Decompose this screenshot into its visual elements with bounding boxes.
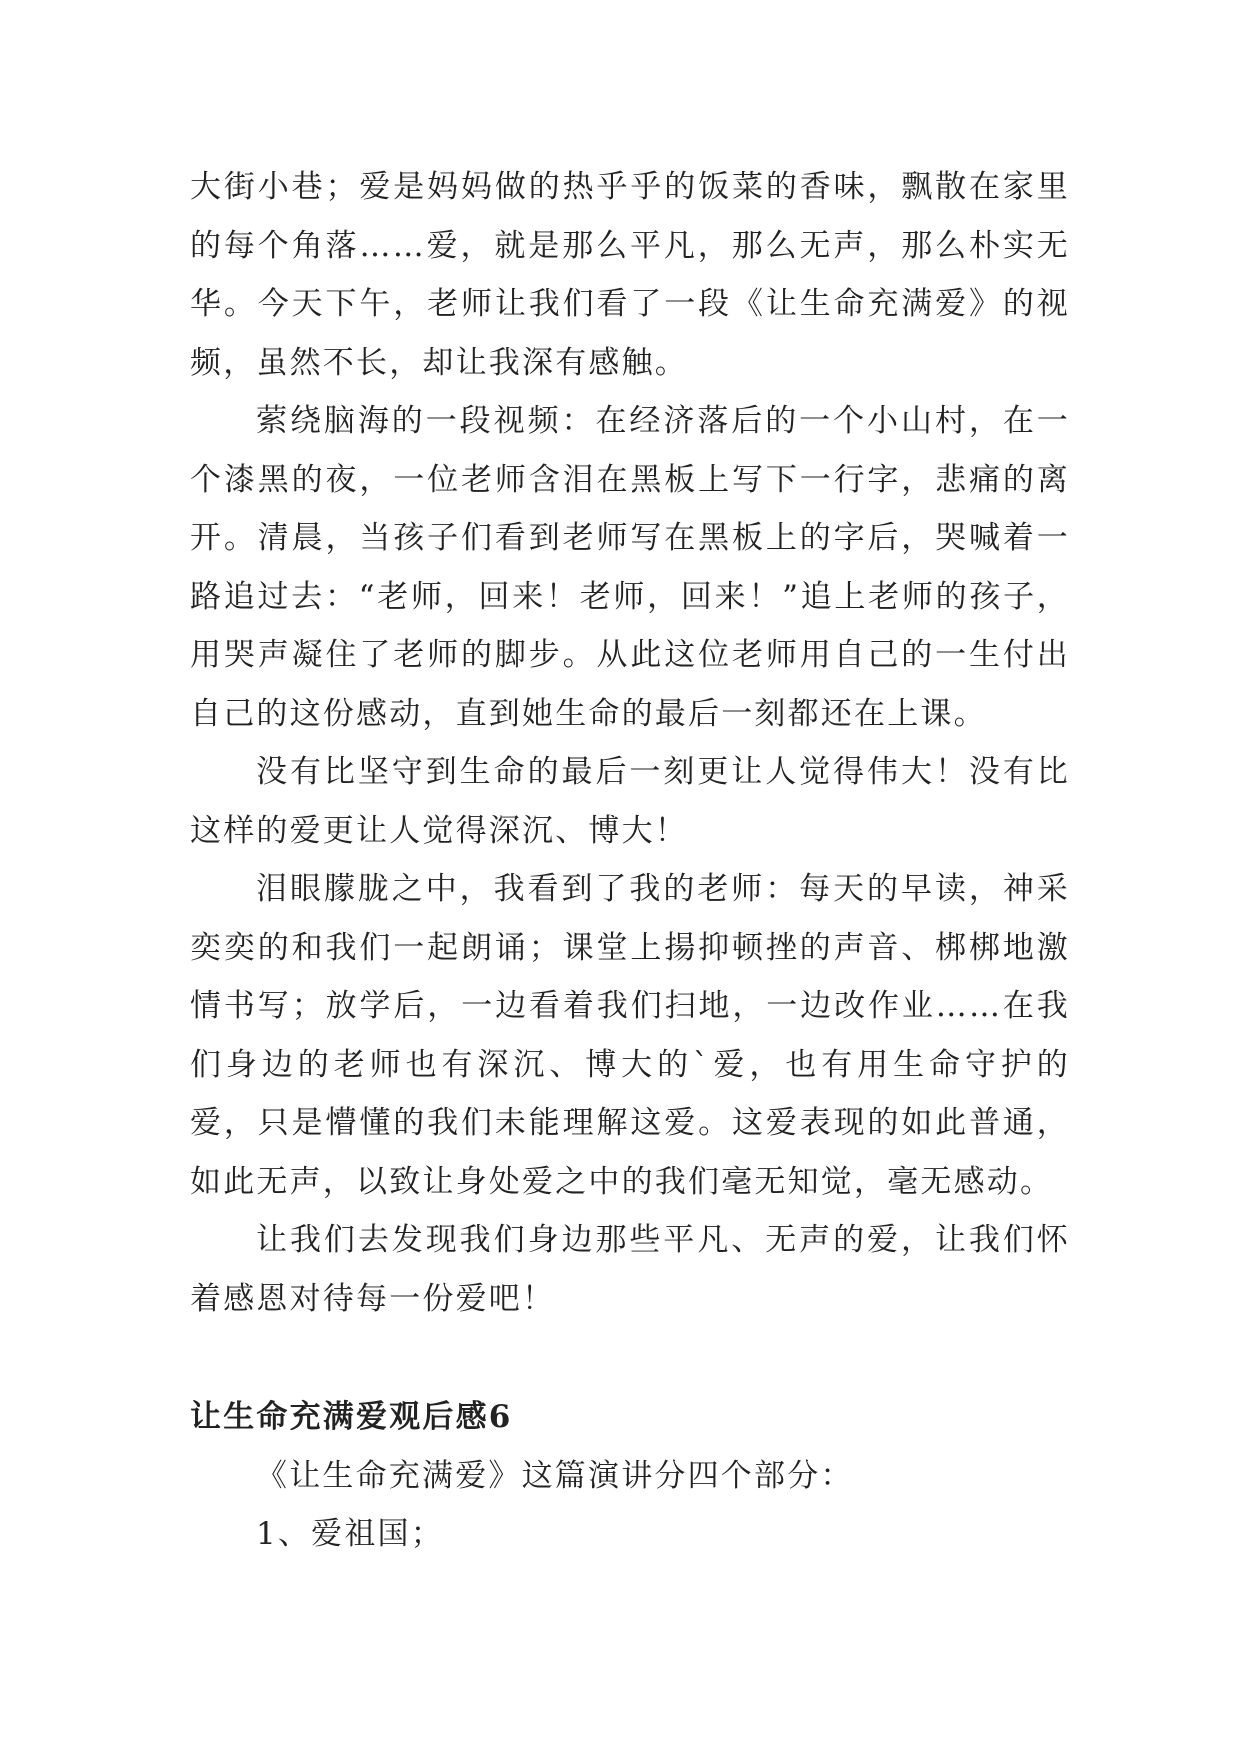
paragraph: 大街小巷；爱是妈妈做的热乎乎的饭菜的香味，飘散在家里的每个角落……爱，就是那么平凡，那么无声，那么朴实无华。今天下午，老师让我们看了一段《让生命充满爱》的视频，虽然不长，却让我深有感触。 xyxy=(190,169,1070,381)
paragraph: 让我们去发现我们身边那些平凡、无声的爱，让我们怀着感恩对待每一份爱吧！ xyxy=(190,1222,1070,1317)
document-body xyxy=(190,158,1070,1564)
section-title: 让生命充满爱观后感6 xyxy=(190,1399,513,1435)
section-intro: 《让生命充满爱》这篇演讲分四个部分： xyxy=(256,1457,854,1494)
paragraph: 没有比坚守到生命的最后一刻更让人觉得伟大！没有比这样的爱更让人觉得深沉、博大！ xyxy=(190,754,1070,849)
list-item: 1、爱祖国； xyxy=(256,1516,444,1552)
paragraph: 泪眼朦胧之中，我看到了我的老师：每天的早读，神采奕奕的和我们一起朗诵；课堂上揚抑顿挫的声音、梆梆地激情书写；放学后，一边看着我们扫地，一边改作业……在我们身边的老师也有深沉、博大的`爱，也有用生命守护的爱，只是懵懂的我们未能理解这爱。这爱表现的如此普通，如此无声，以致让身处爱之中的我们毫无知觉，毫无感动。 xyxy=(190,871,1070,1200)
paragraph: 萦绕脑海的一段视频：在经济落后的一个小山村，在一个漆黑的夜，一位老师含泪在黑板上写下一行字，悲痛的离开。清晨，当孩子们看到老师写在黑板上的字后，哭喊着一路追过去：“老师，回来！老师，回来！”追上老师的孩子，用哭声凝住了老师的脚步。从此这位老师用自己的一生付出自己的这份感动，直到她生命的最后一刻都还在上课。 xyxy=(190,403,1070,732)
